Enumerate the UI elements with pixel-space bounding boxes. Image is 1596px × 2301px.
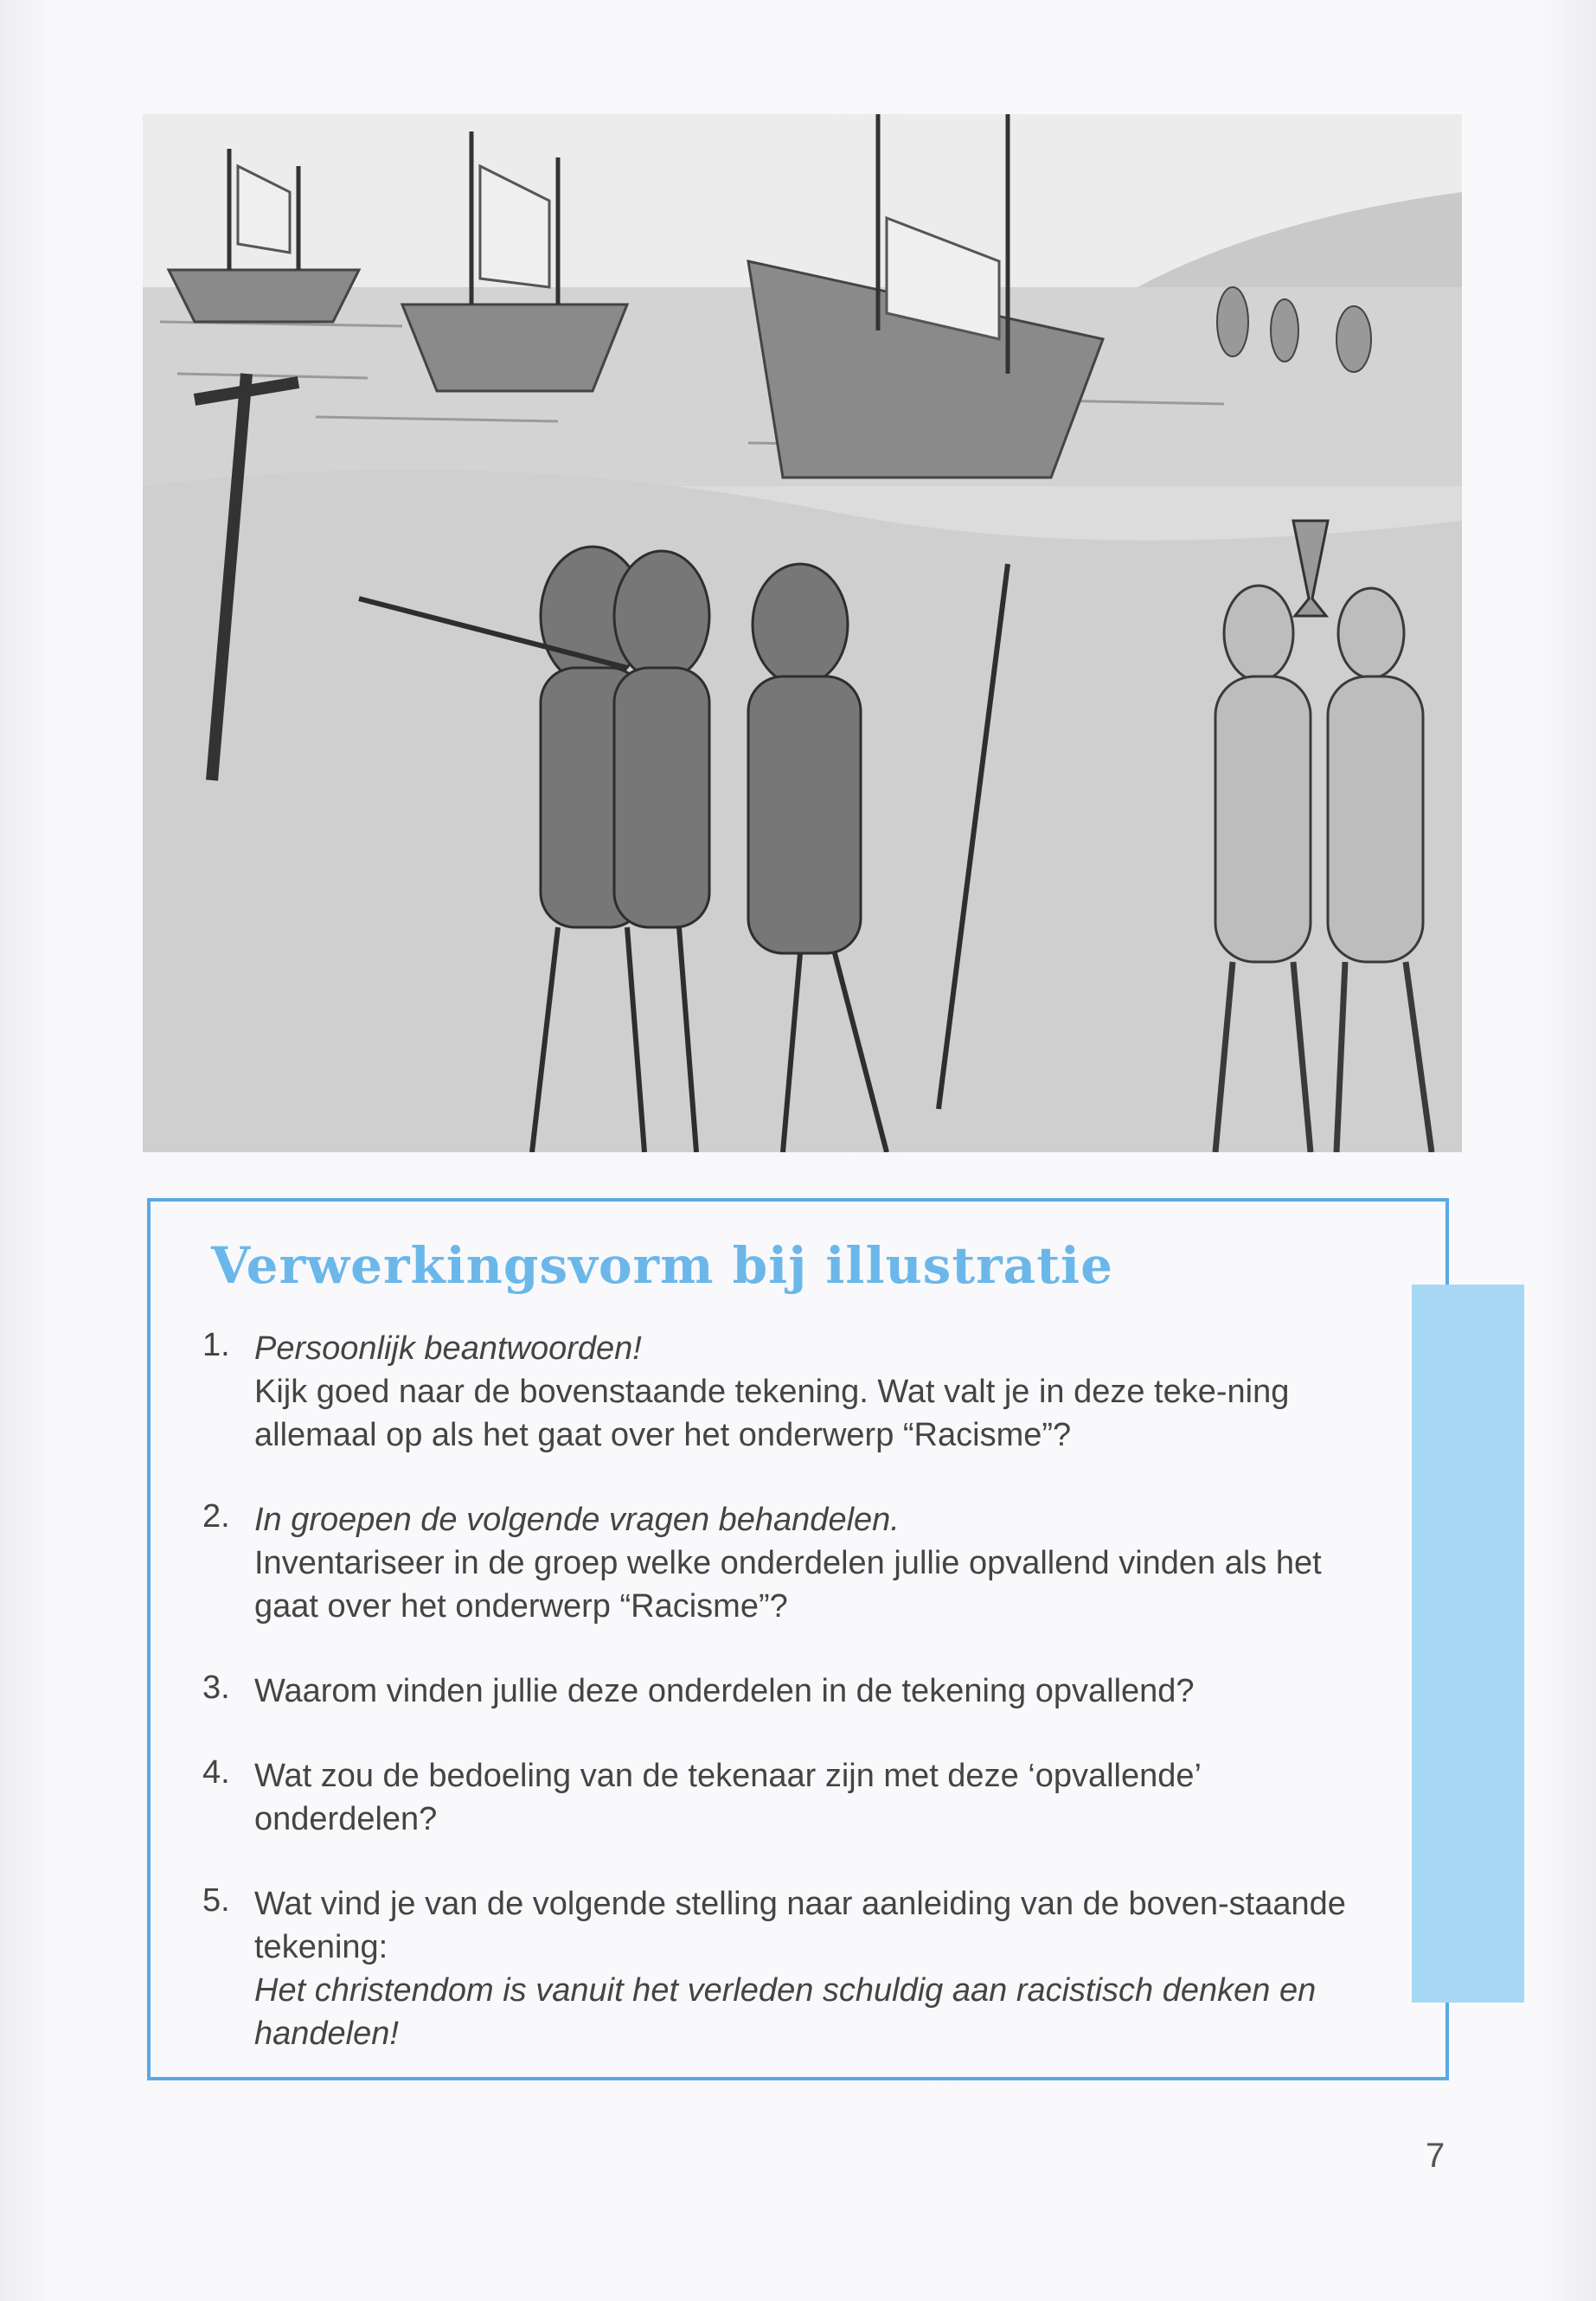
item-number: 2. xyxy=(202,1498,230,1535)
exercise-box xyxy=(147,1198,1449,2080)
item-heading: Persoonlijk beantwoorden! xyxy=(254,1330,642,1367)
side-tab xyxy=(1412,1285,1524,2003)
list-item xyxy=(202,1882,1370,2055)
item-number: 1. xyxy=(202,1327,230,1363)
page-number: 7 xyxy=(1426,2137,1445,2175)
item-number: 5. xyxy=(202,1882,230,1919)
item-text: Waarom vinden jullie deze onderdelen in de tekening opvallend? xyxy=(254,1673,1195,1709)
engraving-image xyxy=(143,114,1462,1152)
item-number: 3. xyxy=(202,1670,230,1706)
engraving-illustration xyxy=(143,114,1462,1152)
item-text: Kijk goed naar de bovenstaande tekening. Wat valt je in deze teke-ning allemaal op als het gaat over het onderwerp “Racisme”? xyxy=(254,1374,1290,1453)
list-item xyxy=(202,1754,1370,1841)
item-number: 4. xyxy=(202,1754,230,1791)
list-item xyxy=(202,1327,1370,1457)
question-list xyxy=(202,1327,1370,2097)
list-item xyxy=(202,1498,1370,1628)
item-text: Inventariseer in de groep welke onderdelen jullie opvallend vinden als het gaat over het onderwerp “Racisme”? xyxy=(254,1545,1322,1625)
item-text: Wat zou de bedoeling van de tekenaar zijn met deze ‘opvallende’ onderdelen? xyxy=(254,1758,1201,1837)
item-text: Wat vind je van de volgende stelling naar aanleiding van de boven-staande tekening: xyxy=(254,1886,1346,1965)
item-statement: Het christendom is vanuit het verleden schuldig aan racistisch denken en handelen! xyxy=(254,1972,1317,2052)
item-heading: In groepen de volgende vragen behandelen. xyxy=(254,1502,900,1538)
list-item xyxy=(202,1670,1370,1713)
box-title: Verwerkingsvorm bij illustratie xyxy=(211,1236,1113,1295)
